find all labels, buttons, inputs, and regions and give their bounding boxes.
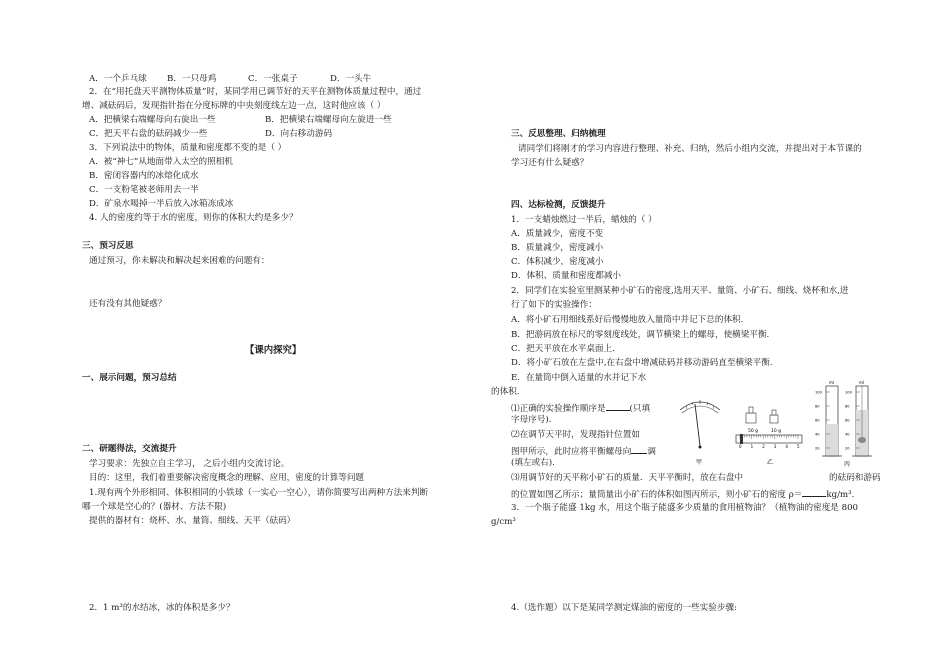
r2-step-e: E．在量筒中倒入适量的水并记下水: [511, 373, 647, 383]
reflect-line1: 请同学们将刚才的学习内容进行整理、补充、归纳，然后小组内交流，并提出对于本节课的: [518, 144, 862, 154]
scale-tick-label: 4: [785, 444, 788, 449]
method-line: 学习要求：先独立自主学习， 之后小组内交流讨论。: [89, 459, 290, 469]
scale-tick-label: 3: [773, 444, 777, 449]
figure-jia-dial: [680, 400, 720, 466]
r3-line2: g/cm³: [491, 517, 516, 527]
r2-sub2-b: [511, 444, 656, 458]
r2-sub1: [511, 401, 650, 415]
weight-10g: [770, 415, 778, 423]
cylinder-tick-label: 100: [815, 390, 822, 395]
ml-right: ml: [859, 380, 865, 385]
p1-line1: 1.现有两个外形相同、体积相同的小铁球（一实心一空心），请你简要写出两种方法来判断: [89, 488, 429, 498]
q1-option-d: D．一头牛: [330, 74, 372, 84]
q2-line2: 增、减砝码后，发现指针指在分度标牌的中央刻度线左边一点，这时他应该（ ）: [82, 101, 386, 111]
pointer-needle: [695, 404, 700, 446]
cylinder-tick-label: 80: [815, 404, 820, 409]
r2-step-b: B．把游码放在标尺的零刻度线处，调节横梁上的螺母，使横梁平衡.: [511, 330, 770, 340]
q3-option-d: D．矿泉水喝掉一半后放入冰箱冻成冰: [89, 199, 234, 209]
q1-option-a: A．一个乒乓球: [89, 74, 147, 84]
reflect-heading: 三、反思整理、归纳梳理: [511, 129, 606, 139]
q2-option-a: A．把横梁右端螺母向右旋出一些: [89, 115, 216, 125]
r1-stem: 1．一支蜡烛燃过一半后，蜡烛的（ ）: [511, 215, 657, 225]
q3-option-a: A．被“神七”从地面带入太空的照相机: [89, 157, 233, 167]
q3-stem: 3．下列说法中的物体，质量和密度都不变的是（ ）: [89, 143, 287, 153]
r2-sub1-blank[interactable]: [606, 401, 630, 411]
r2-step-e-cont: 的体积.: [491, 387, 520, 397]
weight-50g: [746, 413, 756, 423]
figure-yi-weights: [736, 407, 802, 466]
cylinder-tick-label: 60: [815, 418, 820, 423]
cylinder-tick-label: 40: [815, 432, 820, 437]
label-jia: 甲: [696, 459, 703, 466]
r2-sub2-c: 调: [647, 447, 656, 457]
r3-line1: 3．一个瓶子能盛 1kg 水，用这个瓶子能盛多少质量的食用植物油？（植物油的密度是 800: [511, 503, 859, 513]
r2-sub1-a: ⑴正确的实验操作顺序是: [511, 404, 606, 414]
cylinder-tick-label: 40: [845, 432, 850, 437]
p1-line2: 哪一个球是空心的？(器材、方法不限): [82, 502, 227, 512]
cylinder-tick-label: 20: [815, 446, 820, 451]
check-heading: 四、达标检测，反馈提升: [511, 200, 606, 210]
q2-option-b: B．把横梁右端螺母向左旋进一些: [265, 115, 392, 125]
q2-line1: 2．在“用托盘天平测物体质量”时，某同学用已调节好的天平在测物体质量过程中，通过: [89, 87, 422, 97]
cylinder-tick-label: 80: [845, 404, 850, 409]
equipment-line: 提供的器材有：烧杯、水、量筒、细线、天平（砝码）: [89, 516, 296, 526]
section1-heading: 一、展示问题，预习总结: [82, 373, 177, 383]
cylinder-tick-label: 60: [845, 418, 850, 423]
q1-option-b: B．一只母鸡: [167, 74, 217, 84]
q3-option-c: C．一支粉笔被老师用去一半: [89, 185, 199, 195]
r2-sub3-c-text: 的位置如图乙所示；量筒量出小矿石的体积如图丙所示，则小矿石的密度 ρ＝: [511, 490, 803, 500]
ml-left: ml: [829, 380, 835, 385]
reflect-line2: 学习还有什么疑惑？: [511, 158, 589, 168]
q2-option-d: D．向右移动游码: [265, 129, 333, 139]
preview-line: 通过预习，你未解决和解决起来困难的问题有：: [89, 256, 270, 266]
r2-line2: 行了如下的实验操作：: [511, 300, 597, 310]
rider-scale: [736, 435, 802, 443]
q3-option-b: B．密闭容器内的冰熔化成水: [89, 171, 199, 181]
weight-50g-label: 50 g: [748, 429, 759, 434]
r2-sub3-blank[interactable]: [802, 487, 826, 497]
r2-sub2-blank[interactable]: [631, 444, 647, 454]
r2-step-d: D．将小矿石放在左盘中,在右盘中增减砝码并移动游码直至横梁平衡.: [511, 358, 773, 368]
r2-sub3-a: ⑶用调节好的天平称小矿石的质量．天平平衡时，放在右盘中: [511, 473, 744, 483]
r1-option-c: C．体积减少，密度减小: [511, 257, 604, 267]
label-yi: 乙: [767, 459, 774, 466]
r2-step-a: A．将小矿石用细线系好后慢慢地放入量筒中并记下总的体积.: [511, 315, 744, 325]
r2-step-c: C．把天平放在水平桌面上.: [511, 344, 615, 354]
scale-tick-label: 5: [797, 444, 800, 449]
class-title: 【课内探究】: [245, 345, 302, 356]
cylinder-tick-label: 20: [845, 446, 850, 451]
preview-heading: 三、预习反思: [82, 241, 134, 251]
weight-10g-label: 10 g: [771, 429, 782, 434]
r4-line: 4.（选作题）以下是某同学测定煤油的密度的一些实验步骤:: [511, 603, 737, 613]
ore-stone: [858, 437, 866, 443]
other-doubt: 还有没有其他疑惑？: [89, 299, 167, 309]
r1-option-a: A．质量减少，密度不变: [511, 229, 604, 239]
r1-option-d: D．体积、质量和密度都减小: [511, 271, 622, 281]
r2-sub1-b: (只填: [629, 404, 651, 414]
q1-option-c: C．一张桌子: [248, 74, 298, 84]
q4: 4. 人的密度约等于水的密度，则你的体积大约是多少？: [89, 213, 298, 223]
experiment-figure: [676, 380, 882, 468]
r2-sub2-b-text: 图甲所示，此时应将平衡螺母向: [511, 447, 632, 457]
r2-sub3-unit: kg/m³.: [826, 490, 855, 500]
r2-sub3-b: 的砝码和游码: [829, 473, 881, 483]
label-bing: 丙: [844, 461, 851, 468]
figure-bing-cylinders: [815, 380, 872, 468]
r2-line1: 2．同学们在实验室里测某种小矿石的密度,选用天平、量筒、小矿石、细线、烧杯和水,进: [511, 286, 849, 296]
cylinder-tick-label: 100: [845, 390, 852, 395]
r2-sub2-a: ⑵在调节天平时，发现指针位置如: [511, 430, 640, 440]
r2-sub1-c: 字母序号).: [511, 415, 552, 425]
r2-sub2-d: (填左或右).: [511, 458, 555, 468]
r1-option-b: B．质量减少，密度减小: [511, 243, 604, 253]
q2-option-c: C．把天平右盘的砝码减少一些: [89, 129, 208, 139]
scale-tick-label: 0: [739, 444, 742, 449]
section2-heading: 二、研题得法，交流提升: [82, 444, 177, 454]
p2-line: 2．1 m³的水结冰，冰的体积是多少？: [89, 603, 235, 613]
goal-line: 目的：这里，我们着重要解决密度概念的理解、应用，密度的计算等问题: [89, 473, 365, 483]
r2-sub3-c: [511, 487, 854, 501]
scale-tick-label: 1: [750, 444, 754, 449]
scale-tick-label: 2: [762, 444, 765, 449]
